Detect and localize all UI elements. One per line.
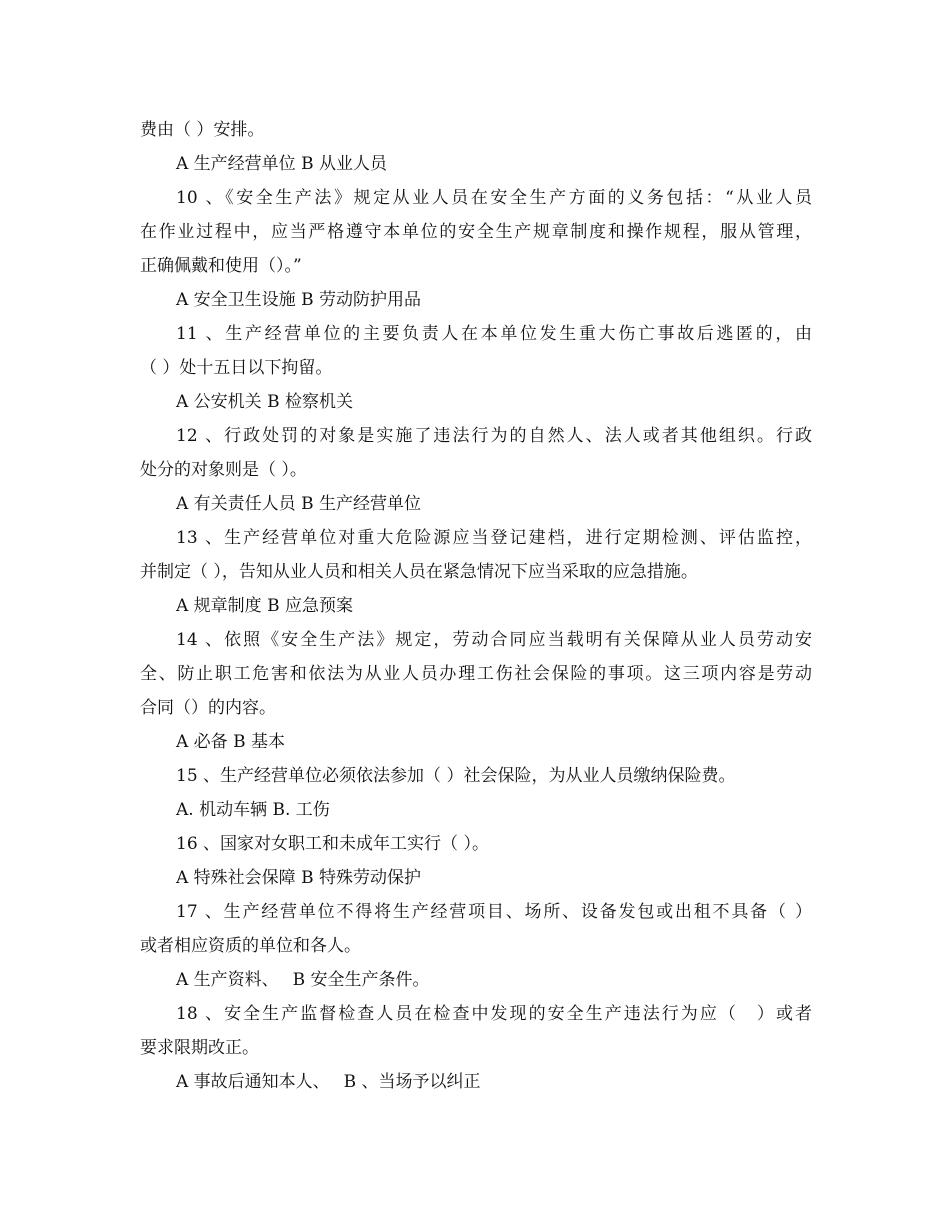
text-line: A 事故后通知本人、 B 、当场予以纠正: [176, 1072, 481, 1092]
text-line: 在作业过程中，应当严格遵守本单位的安全生产规章制度和操作规程，服从管理，: [140, 222, 812, 242]
text-line: 10 、《安全生产法》规定从业人员在安全生产方面的义务包括：“从业人员: [176, 188, 812, 208]
text-line: 11 、生产经营单位的主要负责人在本单位发生重大伤亡事故后逃匿的，由: [176, 324, 812, 344]
text-line: 处分的对象则是（ ）。: [140, 460, 307, 480]
text-line: 12 、行政处罚的对象是实施了违法行为的自然人、法人或者其他组织。行政: [176, 426, 812, 446]
text-line: A 必备 B 基本: [176, 732, 285, 752]
text-line: （ ）处十五日以下拘留。: [140, 358, 333, 378]
text-line: 费由（ ）安排。: [140, 120, 265, 140]
text-line: A 有关责任人员 B 生产经营单位: [176, 494, 421, 514]
text-line: A 特殊社会保障 B 特殊劳动保护: [176, 868, 421, 888]
text-line: 14 、依照《安全生产法》规定，劳动合同应当载明有关保障从业人员劳动安: [176, 630, 812, 650]
text-line: 合同（）的内容。: [140, 698, 276, 718]
text-line: 17 、生产经营单位不得将生产经营项目、场所、设备发包或出租不具备（ ）: [176, 902, 812, 922]
document-body: [140, 113, 812, 1099]
text-line: 13 、生产经营单位对重大危险源应当登记建档，进行定期检测、评估监控，: [176, 528, 812, 548]
text-line: A 生产资料、 B 安全生产条件。: [176, 970, 430, 990]
text-line: 正确佩戴和使用（）。”: [140, 256, 302, 276]
text-line: 15 、生产经营单位必须依法参加（ ）社会保险，为从业人员缴纳保险费。: [176, 766, 736, 786]
text-line: 并制定（ ），告知从业人员和相关人员在紧急情况下应当采取的应急措施。: [140, 562, 698, 582]
text-line: A 公安机关 B 检察机关: [176, 392, 353, 412]
text-line: 全、防止职工危害和依法为从业人员办理工伤社会保险的事项。这三项内容是劳动: [140, 664, 812, 684]
text-line: A 生产经营单位 B 从业人员: [176, 154, 387, 174]
text-line: A 规章制度 B 应急预案: [176, 596, 353, 616]
text-line: 要求限期改正。: [140, 1038, 259, 1058]
text-line: A. 机动车辆 B. 工伤: [176, 800, 330, 820]
text-line: A 安全卫生设施 B 劳动防护用品: [176, 290, 421, 310]
text-line: 或者相应资质的单位和各人。: [140, 936, 361, 956]
text-line: 16 、国家对女职工和未成年工实行（ ）。: [176, 834, 489, 854]
text-line: 18 、安全生产监督检查人员在检查中发现的安全生产违法行为应（ ）或者: [176, 1004, 812, 1024]
